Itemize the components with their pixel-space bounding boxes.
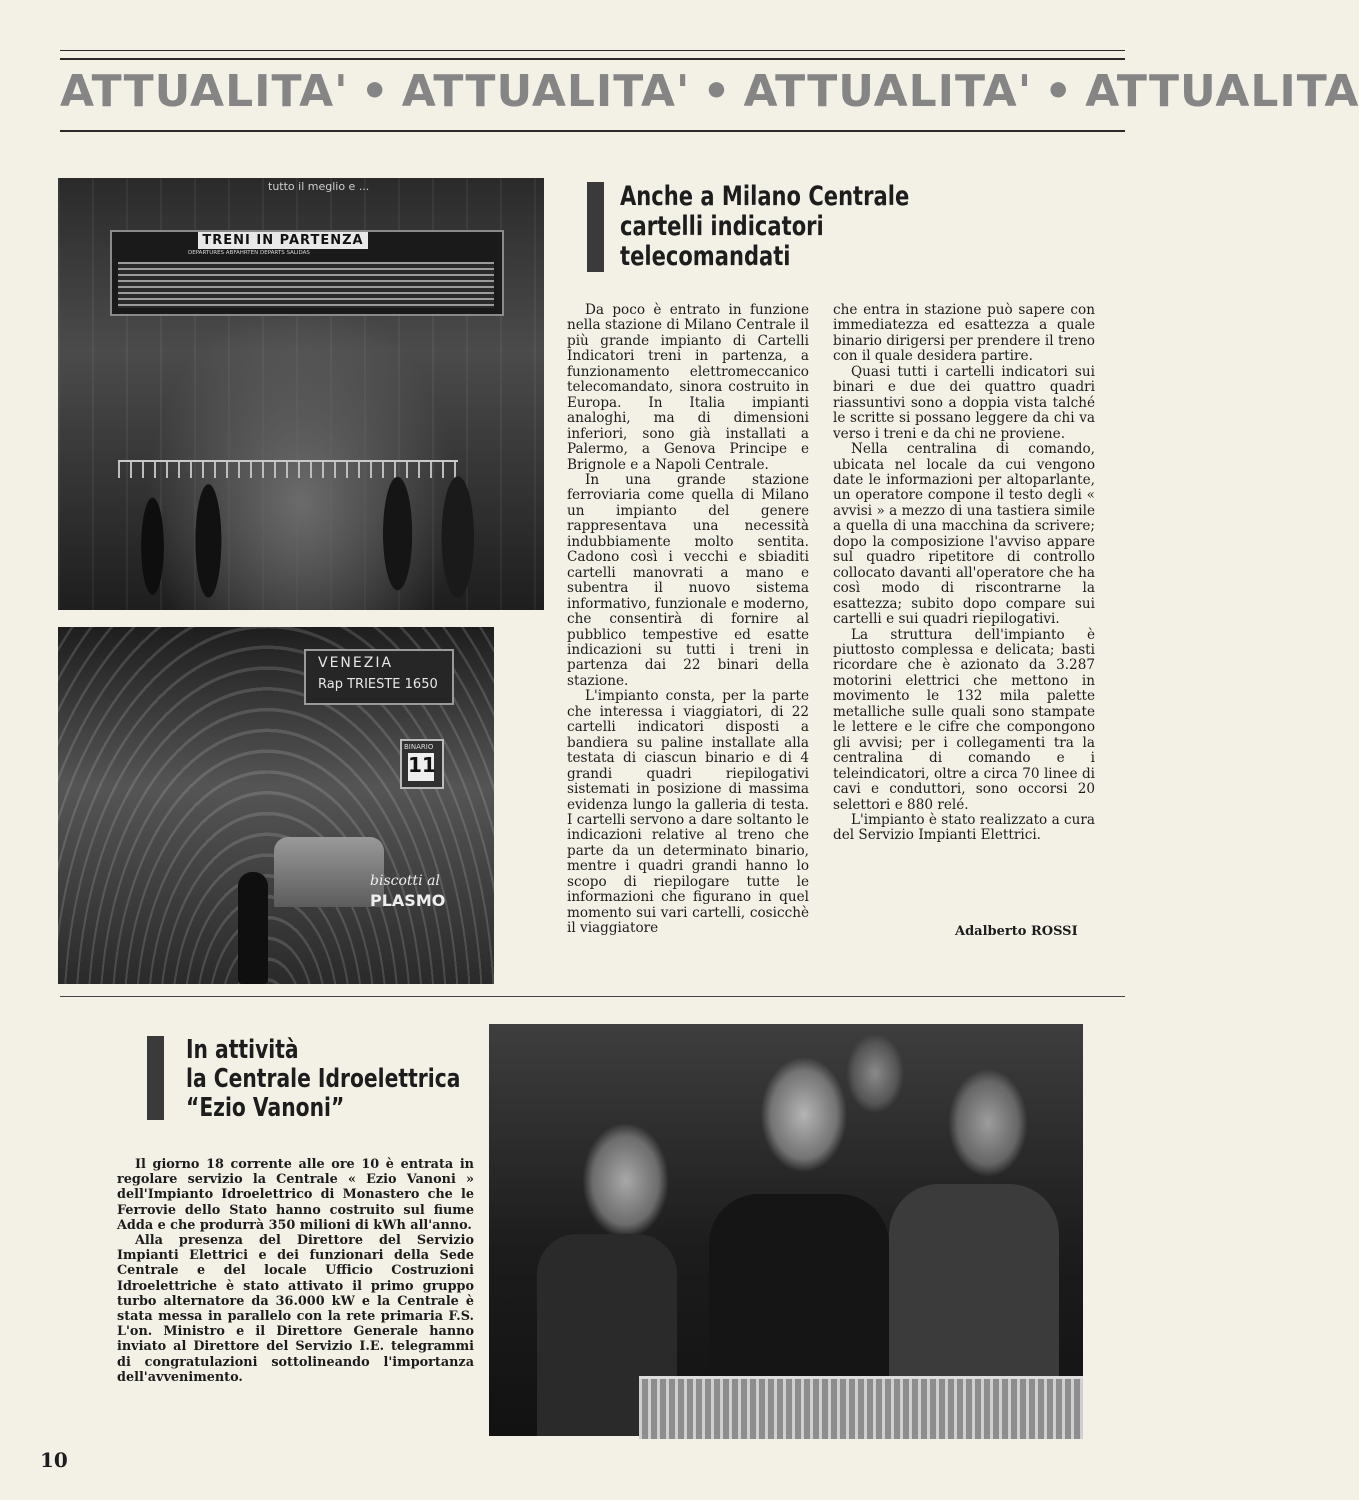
paragraph: Nella centralina di comando, ubicata nel locale da cui vengono date le informazioni per altoparlante, un operatore compone il testo degli « avvisi » a mezzo di una tastiera simile a quella di una macchina da scrivere; dopo la composizione l'avviso appare sul quadro ripetitore di controllo collocato davanti all'operatore che ha così modo di riscontrarne la esattezza; subito dopo compare sui cartelli e sui quadri riepilogativi. (833, 441, 1095, 628)
control-panel (639, 1376, 1083, 1439)
ad-line-1: biscotti al (370, 873, 440, 889)
header-separator: • (702, 66, 732, 117)
top-rule (60, 50, 1125, 51)
byline: Adalberto ROSSI (955, 924, 1078, 939)
headline-line: “Ezio Vanoni” (186, 1093, 345, 1124)
header-word: ATTUALITA' (743, 66, 1033, 117)
paragraph: La struttura dell'impianto è piuttosto complessa e delicata; basti ricordare che è azionato da 3.287 motorini elettrici che mettono in movimento le 132 mila palette metalliche sulle quali sono stampate le lettere e le cifre che compongono gli avvisi; per i collegamenti tra la centralina di comando e i teleindicatori, oltre a circa 70 linee di cavi e conduttori, sono occorsi 20 selettori e 880 relé. (833, 626, 1095, 813)
paragraph: Da poco è entrato in funzione nella stazione di Milano Centrale il più grande impianto di Cartelli Indicatori treni in partenza, a funzionamento elettromeccanico telecomandato, sinora costruito in Europa. In Italia impianti analoghi, ma di dimensioni inferiori, sono già installati a Palermo, a Genova Principe e Brignole e a Napoli Centrale. (567, 302, 809, 473)
board-title: TRENI IN PARTENZA (198, 232, 368, 249)
headline-line: In attività (186, 1035, 299, 1065)
photo-platform-sign (58, 627, 494, 984)
paragraph: Alla presenza del Direttore del Servizio Impianti Elettrici e dei funzionari della Sede Centrale e del locale Ufficio Costruzioni Idroelettriche è stato attivato il primo gruppo turbo alternatore da 36.000 kW e la Centrale è stata messa in parallelo con la rete primaria F.S. L'on. Ministro e il Direttore Generale hanno inviato al Direttore del Servizio I.E. telegrammi di congratulazioni sottolineando l'importanza dell'avvenimento. (117, 1233, 474, 1385)
binario-sign (400, 739, 444, 789)
sign-route-time: Rap TRIESTE 1650 (318, 677, 438, 692)
section-header-text (60, 66, 1359, 117)
ad-line-2: PLASMO (370, 891, 446, 910)
paragraph: L'impianto è stato realizzato a cura del Servizio Impianti Elettrici. (833, 811, 1095, 844)
paragraph: Il giorno 18 corrente alle ore 10 è entrata in regolare servizio la Centrale « Ezio Vanoni » dell'Impianto Idroelettrico di Monastero che le Ferrovie dello Stato hanno costruito sul fiume Adda e che produrrà 350 milioni di kWh all'anno. (117, 1157, 474, 1233)
headline-line: telecomandati (620, 241, 791, 273)
paragraph: L'impianto consta, per la parte che interessa i viaggiatori, di 22 cartelli indicatori disposti a bandiera su paline installate alla testata di ciascun binario e di 4 grandi quadri riepilogativi sistemati in posizione di massima evidenza lungo la galleria di testa. I cartelli servono a dare soltanto le indicazioni relative al treno che parte da un determinato binario, mentre i quadri grandi hanno lo scopo di riepilogare tutte le informazioni che figurano in quel momento sui vari cartelli, cosicchè il viaggiatore (567, 688, 809, 937)
board-subtitle: DEPARTURES ABFAHRTEN DEPARTS SALIDAS (188, 250, 310, 256)
headline-line: cartelli indicatori (620, 211, 824, 243)
destination-sign (304, 649, 454, 705)
photo-banner-text: tutto il meglio e ... (268, 180, 370, 193)
article1-headline (620, 182, 909, 273)
photo-officials-control-panel (489, 1024, 1083, 1436)
crowd-silhouettes (88, 428, 518, 610)
paragraph: Quasi tutti i cartelli indicatori sui binari e due dei quattro quadri riassuntivi sono a doppia vista talché le scritte si possano leggere da chi va verso i treni e da chi ne proviene. (833, 363, 1095, 442)
page-number: 10 (40, 1448, 68, 1472)
board-rows (118, 262, 494, 308)
train-front (274, 837, 384, 907)
article2-body (117, 1157, 474, 1385)
headline-line: la Centrale Idroelettrica (186, 1064, 461, 1095)
departures-board (110, 230, 504, 316)
article1-heading-bar (587, 182, 604, 272)
sign-destination: VENEZIA (318, 655, 394, 671)
binario-number: 11 (408, 753, 434, 781)
binario-label: BINARIO (404, 743, 434, 751)
article2-heading-bar (147, 1036, 164, 1120)
header-separator: • (360, 66, 390, 117)
article1-column-2 (833, 303, 1095, 844)
header-separator: • (1044, 66, 1074, 117)
section-header-band (60, 58, 1359, 132)
walker-silhouette (238, 872, 268, 984)
header-word: ATTUALITA (1085, 66, 1359, 117)
paragraph: che entra in stazione può sapere con immediatezza ed esattezza a quale binario dirigersi per prendere il treno con il quale desidera partire. (833, 302, 1095, 365)
section-divider (60, 996, 1125, 997)
paragraph: In una grande stazione ferroviaria come quella di Milano un impianto del genere rappresentava una necessità indubbiamente molto sentita. Cadono così i vecchi e sbiaditi cartelli manovrati a mano e subentra il nuovo sistema informativo, funzionale e moderno, che consentirà di fornire al pubblico tempestive ed esatte indicazioni su tutti i treni in partenza dai 22 binari della stazione. (567, 471, 809, 689)
article1-column-1 (567, 303, 809, 937)
article2-headline (186, 1036, 460, 1123)
headline-line: Anche a Milano Centrale (620, 181, 910, 212)
photo-departures-hall (58, 178, 544, 610)
header-word: ATTUALITA' (401, 66, 691, 117)
header-word: ATTUALITA' (60, 66, 349, 117)
